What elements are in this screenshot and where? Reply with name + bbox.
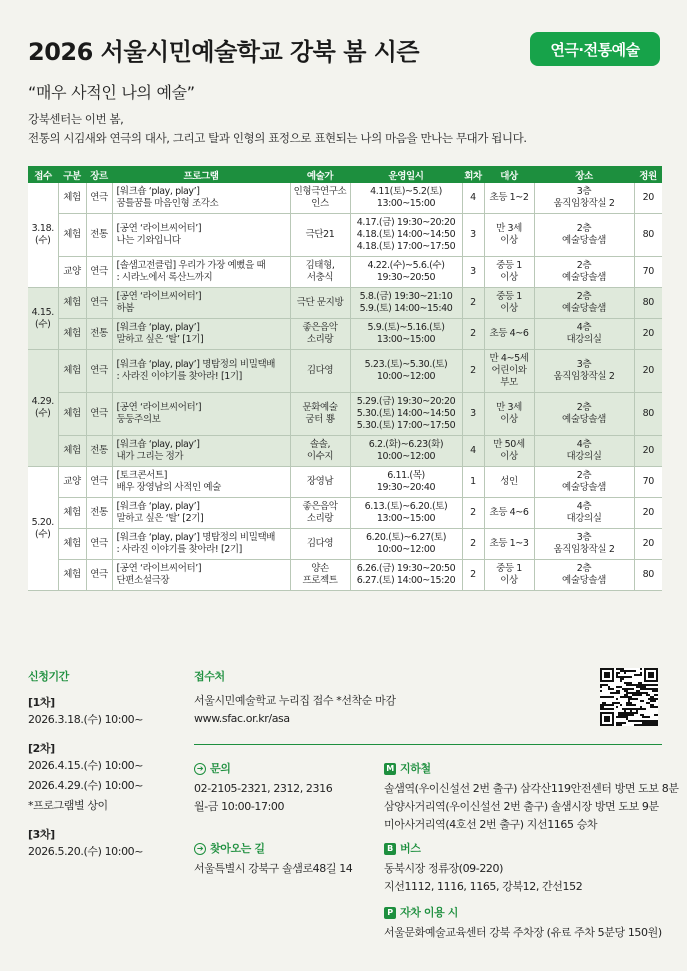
round-label: [1차]: [28, 696, 55, 709]
table-row: [28, 350, 662, 393]
bus-icon: B: [384, 843, 396, 855]
schedule-cell: 6.26.(금) 19:30~20:50 6.27.(토) 14:00~15:20: [350, 560, 462, 591]
program-cell: [공연 ‘라이브씨어터’] 단편소설극장: [112, 560, 290, 591]
table-row: [28, 436, 662, 467]
venue-cell: 2층 예술당솔샘: [534, 467, 634, 498]
table-row: [28, 319, 662, 350]
intro-line: 강북센터는 이번 봄,: [28, 112, 124, 126]
capacity-cell: 20: [634, 350, 662, 393]
registration-date: 4.15. (수): [28, 288, 58, 350]
category-cell: 체험: [58, 436, 86, 467]
table-row: [28, 498, 662, 529]
category-cell: 체험: [58, 498, 86, 529]
reception-title: 접수처: [194, 670, 225, 683]
artist-cell: 김태형, 서충식: [290, 257, 350, 288]
category-cell: 체험: [58, 560, 86, 591]
category-cell: 교양: [58, 467, 86, 498]
venue-cell: 3층 움직임창작실 2: [534, 529, 634, 560]
table-row: [28, 288, 662, 319]
artist-cell: 장영남: [290, 467, 350, 498]
genre-cell: 전통: [86, 319, 112, 350]
round-date: 2026.4.15.(수) 10:00~: [28, 759, 144, 772]
program-cell: [토크콘서트] 배우 장영남의 사적인 예술: [112, 467, 290, 498]
subtitle: “매우 사적인 나의 예술”: [28, 83, 195, 102]
subway-title: 지하철: [400, 762, 431, 775]
directions-block: [194, 840, 352, 878]
target-cell: 중등 1 이상: [484, 257, 534, 288]
round-date: *프로그램별 상이: [28, 799, 108, 812]
contact-title: 문의: [210, 762, 231, 775]
capacity-cell: 70: [634, 257, 662, 288]
schedule-cell: 5.23.(토)~5.30.(토) 10:00~12:00: [350, 350, 462, 393]
category-cell: 체험: [58, 393, 86, 436]
col-header: 회차: [462, 166, 484, 183]
venue-cell: 2층 예술당솔샘: [534, 393, 634, 436]
bus-block: [384, 840, 582, 896]
sessions-cell: 2: [462, 319, 484, 350]
table-row: [28, 393, 662, 436]
apply-period: [28, 668, 168, 862]
sessions-cell: 3: [462, 393, 484, 436]
reception-line: 서울시민예술학교 누리집 접수 *선착순 마감: [194, 694, 396, 707]
sessions-cell: 2: [462, 529, 484, 560]
genre-cell: 연극: [86, 288, 112, 319]
target-cell: 성인: [484, 467, 534, 498]
target-cell: 초등 1~3: [484, 529, 534, 560]
genre-cell: 연극: [86, 560, 112, 591]
program-cell: [워크숍 ‘play, play’] 말하고 싶은 ‘탈’ [2기]: [112, 498, 290, 529]
schedule-cell: 5.29.(금) 19:30~20:20 5.30.(토) 14:00~14:50 5.30.(토) 17:00~17:50: [350, 393, 462, 436]
sessions-cell: 2: [462, 288, 484, 319]
col-header: 접수: [28, 166, 58, 183]
schedule-body: [28, 183, 662, 591]
divider: [194, 744, 662, 745]
contact-hours: 월-금 10:00-17:00: [194, 800, 285, 813]
table-row: [28, 560, 662, 591]
genre-cell: 연극: [86, 467, 112, 498]
program-cell: [워크숍 ‘play, play’] 꿈틀꿈틀 마음인형 조각소: [112, 183, 290, 214]
intro-line: 전통의 시김새와 연극의 대사, 그리고 탈과 인형의 표정으로 표현되는 나의 마음을 만나는 무대가 됩니다.: [28, 131, 527, 145]
contact-phone: 02-2105-2321, 2312, 2316: [194, 782, 333, 795]
target-cell: 초등 4~6: [484, 319, 534, 350]
schedule-cell: 6.20.(토)~6.27(토) 10:00~12:00: [350, 529, 462, 560]
capacity-cell: 20: [634, 436, 662, 467]
venue-cell: 4층 대강의실: [534, 319, 634, 350]
sessions-cell: 2: [462, 498, 484, 529]
target-cell: 초등 1~2: [484, 183, 534, 214]
sessions-cell: 2: [462, 350, 484, 393]
artist-cell: 김다영: [290, 350, 350, 393]
target-cell: 만 50세 이상: [484, 436, 534, 467]
category-cell: 체험: [58, 529, 86, 560]
genre-cell: 연극: [86, 393, 112, 436]
genre-cell: 연극: [86, 350, 112, 393]
program-cell: [공연 ‘라이브씨어터’] 하봄: [112, 288, 290, 319]
subway-line: 미아사거리역(4호선 2번 출구) 지선1165 승차: [384, 818, 598, 831]
qr-code: [600, 668, 658, 726]
genre-badge: 연극·전통예술: [530, 32, 660, 66]
bus-line: 동북시장 정류장(09-220): [384, 862, 504, 875]
genre-cell: 전통: [86, 498, 112, 529]
table-row: [28, 257, 662, 288]
sessions-cell: 3: [462, 257, 484, 288]
table-row: [28, 467, 662, 498]
table-row: [28, 214, 662, 257]
subway-line: 삼양사거리역(우이신설선 2번 출구) 솔샘시장 방면 도보 9분: [384, 800, 659, 813]
sessions-cell: 1: [462, 467, 484, 498]
capacity-cell: 80: [634, 560, 662, 591]
contact-block: [194, 760, 332, 816]
target-cell: 만 4~5세 어린이와 부모: [484, 350, 534, 393]
venue-cell: 2층 예술당솔샘: [534, 257, 634, 288]
program-cell: [공연 ‘라이브씨어터’] 둥둥주의보: [112, 393, 290, 436]
artist-cell: 극단 문지방: [290, 288, 350, 319]
sessions-cell: 4: [462, 183, 484, 214]
target-cell: 초등 4~6: [484, 498, 534, 529]
schedule-cell: 5.9.(토)~5.16.(토) 13:00~15:00: [350, 319, 462, 350]
venue-cell: 3층 움직임창작실 2: [534, 350, 634, 393]
col-header: 장소: [534, 166, 634, 183]
genre-cell: 연극: [86, 257, 112, 288]
category-cell: 체험: [58, 183, 86, 214]
schedule-cell: 6.11.(목) 19:30~20:40: [350, 467, 462, 498]
schedule-table: [28, 166, 662, 591]
category-cell: 체험: [58, 350, 86, 393]
target-cell: 중등 1 이상: [484, 560, 534, 591]
artist-cell: 극단21: [290, 214, 350, 257]
artist-cell: 솔솔, 이수지: [290, 436, 350, 467]
program-cell: [워크숍 ‘play, play’] 내가 그리는 정가: [112, 436, 290, 467]
table-row: [28, 529, 662, 560]
schedule-cell: 4.11(토)~5.2(토) 13:00~15:00: [350, 183, 462, 214]
genre-cell: 연극: [86, 183, 112, 214]
arrow-circle-icon: ➔: [194, 843, 206, 855]
artist-cell: 좋은음악 소리랑: [290, 319, 350, 350]
reception-text: [194, 692, 662, 728]
artist-cell: 좋은음악 소리랑: [290, 498, 350, 529]
genre-cell: 전통: [86, 436, 112, 467]
round-label: [3차]: [28, 828, 55, 841]
col-header: 프로그램: [112, 166, 290, 183]
page-title: 2026 서울시민예술학교 강북 봄 시즌: [28, 38, 420, 66]
venue-cell: 2층 예술당솔샘: [534, 288, 634, 319]
registration-date: 3.18. (수): [28, 183, 58, 288]
artist-cell: 문화예술 굼터 뿅: [290, 393, 350, 436]
parking-block: [384, 904, 662, 942]
subway-block: [384, 760, 679, 834]
parking-info: 서울문화예술교육센터 강북 주차장 (유료 주차 5분당 150원): [384, 926, 662, 939]
bus-title: 버스: [400, 842, 421, 855]
schedule-cell: 4.22.(수)~5.6.(수) 19:30~20:50: [350, 257, 462, 288]
category-cell: 체험: [58, 214, 86, 257]
sessions-cell: 2: [462, 560, 484, 591]
capacity-cell: 80: [634, 393, 662, 436]
registration-date: 4.29. (수): [28, 350, 58, 467]
arrow-circle-icon: ➔: [194, 763, 206, 775]
reception-url[interactable]: www.sfac.or.kr/asa: [194, 712, 290, 725]
round-date: 2026.5.20.(수) 10:00~: [28, 845, 144, 858]
schedule-cell: 6.2.(화)~6.23(화) 10:00~12:00: [350, 436, 462, 467]
category-cell: 체험: [58, 288, 86, 319]
address: 서울특별시 강북구 솔샘로48길 14: [194, 862, 353, 875]
table-row: [28, 183, 662, 214]
venue-cell: 2층 예술당솔샘: [534, 560, 634, 591]
capacity-cell: 20: [634, 498, 662, 529]
schedule-cell: 4.17.(금) 19:30~20:20 4.18.(토) 14:00~14:50 4.18.(토) 17:00~17:50: [350, 214, 462, 257]
reception-block: [194, 668, 662, 728]
col-header: 정원: [634, 166, 662, 183]
apply-title: 신청기간: [28, 670, 69, 683]
category-cell: 교양: [58, 257, 86, 288]
venue-cell: 2층 예술당솔샘: [534, 214, 634, 257]
bus-line: 지선1112, 1116, 1165, 강북12, 간선152: [384, 880, 583, 893]
program-cell: [워크숍 ‘play, play’] 말하고 싶은 ‘탈’ [1기]: [112, 319, 290, 350]
col-header: 장르: [86, 166, 112, 183]
intro-text: [28, 110, 527, 148]
capacity-cell: 80: [634, 288, 662, 319]
sessions-cell: 4: [462, 436, 484, 467]
target-cell: 중등 1 이상: [484, 288, 534, 319]
round-label: [2차]: [28, 742, 55, 755]
artist-cell: 김다영: [290, 529, 350, 560]
schedule-cell: 5.8.(금) 19:30~21:10 5.9.(토) 14:00~15:40: [350, 288, 462, 319]
table-header-row: [28, 166, 662, 183]
subway-line: 솔샘역(우이신설선 2번 출구) 삼각산119안전센터 방면 도보 8분: [384, 782, 679, 795]
program-cell: [솔샘고전클럽] 우리가 가장 예뻤을 때 : 시라노에서 록산느까지: [112, 257, 290, 288]
sessions-cell: 3: [462, 214, 484, 257]
round-date: 2026.4.29.(수) 10:00~: [28, 779, 144, 792]
col-header: 운영일시: [350, 166, 462, 183]
col-header: 예술가: [290, 166, 350, 183]
capacity-cell: 20: [634, 183, 662, 214]
round-date: 2026.3.18.(수) 10:00~: [28, 713, 144, 726]
parking-title: 자차 이용 시: [400, 906, 458, 919]
category-cell: 체험: [58, 319, 86, 350]
capacity-cell: 20: [634, 529, 662, 560]
genre-cell: 전통: [86, 214, 112, 257]
capacity-cell: 20: [634, 319, 662, 350]
directions-title: 찾아오는 길: [210, 842, 265, 855]
parking-icon: P: [384, 907, 396, 919]
venue-cell: 3층 움직임창작실 2: [534, 183, 634, 214]
artist-cell: 양손 프로젝트: [290, 560, 350, 591]
target-cell: 만 3세 이상: [484, 214, 534, 257]
venue-cell: 4층 대강의실: [534, 498, 634, 529]
artist-cell: 인형극연구소 인스: [290, 183, 350, 214]
target-cell: 만 3세 이상: [484, 393, 534, 436]
program-cell: [워크숍 ‘play, play’] 명탐정의 비밀택배 : 사라진 이야기를 찾아라! [2기]: [112, 529, 290, 560]
capacity-cell: 80: [634, 214, 662, 257]
capacity-cell: 70: [634, 467, 662, 498]
col-header: 구분: [58, 166, 86, 183]
subway-icon: M: [384, 763, 396, 775]
genre-cell: 연극: [86, 529, 112, 560]
apply-rounds: [28, 694, 168, 862]
schedule-cell: 6.13.(토)~6.20.(토) 13:00~15:00: [350, 498, 462, 529]
registration-date: 5.20. (수): [28, 467, 58, 591]
program-cell: [공연 ‘라이브씨어터’] 나는 기와입니다: [112, 214, 290, 257]
program-cell: [워크숍 ‘play, play’] 명탐정의 비밀택배 : 사라진 이야기를 찾아라! [1기]: [112, 350, 290, 393]
col-header: 대상: [484, 166, 534, 183]
venue-cell: 4층 대강의실: [534, 436, 634, 467]
